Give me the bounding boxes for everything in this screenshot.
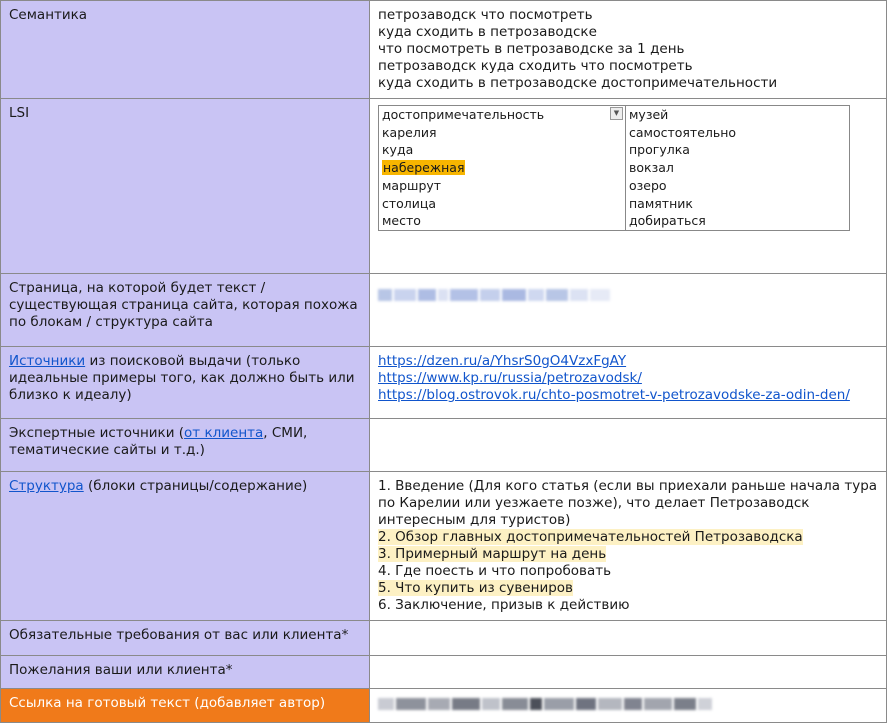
sources-label: Источники из поисковой выдачи (только идеальные примеры того, как должно быть или близко к идеалу) <box>1 347 370 419</box>
experts-value <box>370 419 887 472</box>
lsi-word[interactable]: прогулка <box>629 142 690 158</box>
semantics-values <box>370 1 887 99</box>
sources-urls <box>370 347 887 419</box>
structure-item: 6. Заключение, призыв к действию <box>378 597 630 613</box>
lsi-label: LSI <box>1 99 370 274</box>
structure-label: Структура (блоки страницы/содержание) <box>1 472 370 621</box>
lsi-word[interactable]: маршрут <box>382 177 442 193</box>
lsi-word[interactable]: карелия <box>382 124 437 140</box>
lsi-col-2 <box>626 106 850 231</box>
requirements-label: Обязательные требования от вас или клиента* <box>1 621 370 656</box>
row-structure <box>1 472 887 621</box>
lsi-col-1 <box>379 106 626 231</box>
lsi-word[interactable]: куда <box>382 142 414 158</box>
requirements-value <box>370 621 887 656</box>
structure-item: 2. Обзор главных достопримечательностей Петрозаводска <box>378 529 803 545</box>
source-url[interactable]: https://blog.ostrovok.ru/chto-posmotret-v-petrozavodske-za-odin-den/ <box>378 387 850 403</box>
row-ready <box>1 689 887 723</box>
semantics-query: куда сходить в петрозаводске достопримечательности <box>378 75 778 91</box>
lsi-word[interactable]: столица <box>382 195 437 211</box>
semantics-query: что посмотреть в петрозаводске за 1 день <box>378 41 685 57</box>
lsi-word[interactable]: самостоятельно <box>629 124 737 140</box>
redacted-url <box>378 288 878 302</box>
semantics-query: петрозаводск что посмотреть <box>378 7 593 23</box>
lsi-word[interactable]: вокзал <box>629 160 674 176</box>
wishes-value <box>370 656 887 689</box>
lsi-word[interactable]: озеро <box>629 177 667 193</box>
structure-item: 1. Введение (Для кого статья (если вы приехали раньше начала тура по Карелии или уезжаете позже), что делает Петрозаводск интересным для туристов) <box>378 478 878 528</box>
row-semantics <box>1 1 887 99</box>
lsi-word[interactable]: музей <box>629 107 669 122</box>
page-value-redacted <box>370 274 887 347</box>
semantics-query: куда сходить в петрозаводске <box>378 24 597 40</box>
semantics-query: петрозаводск куда сходить что посмотреть <box>378 58 693 74</box>
lsi-cell <box>370 99 887 274</box>
client-link[interactable]: от клиента <box>184 425 264 441</box>
semantics-label: Семантика <box>1 1 370 99</box>
structure-item: 5. Что купить из сувениров <box>378 580 573 596</box>
lsi-table <box>378 105 850 231</box>
row-sources <box>1 347 887 419</box>
structure-item: 4. Где поесть и что попробовать <box>378 563 612 579</box>
row-wishes <box>1 656 887 689</box>
experts-label: Экспертные источники (от клиента, СМИ, тематические сайты и т.д.) <box>1 419 370 472</box>
row-experts <box>1 419 887 472</box>
source-url[interactable]: https://dzen.ru/a/YhsrS0gO4VzxFgAY <box>378 353 627 369</box>
lsi-word[interactable]: достопримечательность ▼ <box>382 106 622 124</box>
lsi-word[interactable]: место <box>382 213 421 229</box>
ready-text-label: Ссылка на готовый текст (добавляет автор) <box>1 689 370 723</box>
page-label: Страница, на которой будет текст / существующая страница сайта, которая похожа по блокам / структура сайта <box>1 274 370 347</box>
row-page <box>1 274 887 347</box>
source-url[interactable]: https://www.kp.ru/russia/petrozavodsk/ <box>378 370 642 386</box>
sources-link[interactable]: Источники <box>9 353 86 369</box>
wishes-label: Пожелания ваши или клиента* <box>1 656 370 689</box>
row-lsi <box>1 99 887 274</box>
redacted-url <box>378 697 878 711</box>
row-requirements <box>1 621 887 656</box>
structure-items <box>370 472 887 621</box>
ready-text-value-redacted <box>370 689 887 723</box>
structure-link[interactable]: Структура <box>9 478 84 494</box>
structure-item: 3. Примерный маршрут на день <box>378 546 607 562</box>
lsi-word-selected[interactable]: набережная <box>383 160 465 176</box>
dropdown-arrow-icon[interactable]: ▼ <box>610 107 623 120</box>
lsi-word[interactable]: памятник <box>629 195 693 211</box>
lsi-word[interactable]: добираться <box>629 213 706 229</box>
